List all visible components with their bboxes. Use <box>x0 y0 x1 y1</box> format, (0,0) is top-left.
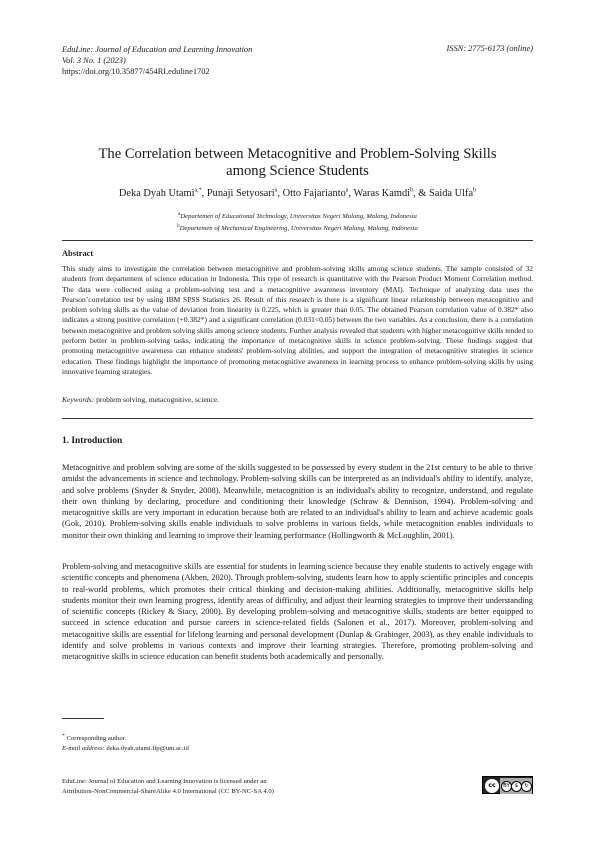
author-list <box>62 188 533 199</box>
cc-license-badge[interactable] <box>482 776 533 794</box>
issn: ISSN: 2775-6173 (online) <box>446 44 533 53</box>
journal-header <box>62 44 252 78</box>
footnote-corresponding: * Corresponding author. <box>62 733 127 743</box>
noncommercial-icon: $ <box>511 781 522 792</box>
footnote-divider <box>62 718 104 719</box>
doi-link[interactable]: https://doi.org/10.35877/454RI.eduline1702 <box>62 67 210 77</box>
author: Punaji Setyosari$^a$, <box>206 188 283 200</box>
abstract-heading: Abstract <box>62 249 94 258</box>
affiliations <box>62 210 533 233</box>
author: Saida Ulfa$^b$ <box>428 188 477 200</box>
author: Otto Fajarianto$^a$, <box>282 188 354 200</box>
abstract-text: This study aims to investigate the correlation between metacognitive and problem-solving skills among science students. The sample consisted of 32 students from departement of science education in Indonesia. This type of research is quantitative with the Pearson Product Moment Correlation method. The data were collected using a problem-solving test and a metacognitive awareness inventory (MAI). Technique of analyzing data uses the Pearson’correlation test by using IBM SPSS Statistics 26. Result of this research is there is a significant linear relationship between metacognitive and problem solving skills as the value of deviation from linearity is 0.225, which is greater than 0.05. The obtained Pearson correlation value of 0.382* also indicates a strong positive correlation (+0.382*) and a significant correlation (0.031<0.05) between the two variables. As a conclusion, there is a correlation between metacognitive and problem solving skills among science students. Further analysis revealed that students with higher metacognitive skills tended to perform better in problem-solving tasks, indicating the importance of metacognitive skills in science problem-solving. These findings suggest that promoting metacognitive awareness can enhance students' problem-solving abilities, and support the integration of metacognitive strategies in science education. These findings highlight the importance of promoting metacognitive awareness in learning process to enhance problem-solving skills by using innovative learning strategies. <box>62 264 533 376</box>
keywords <box>62 395 219 404</box>
journal-name: EduLine: Journal of Education and Learning Innovation <box>62 45 253 54</box>
divider <box>62 240 533 241</box>
section-heading: 1. Introduction <box>62 436 123 446</box>
attribution-icon: BY <box>501 781 512 792</box>
keywords-value: problem solving, metacognitive, science. <box>96 395 219 404</box>
creative-commons-icon: cc <box>485 779 499 793</box>
paragraph: Metacognitive and problem solving are some of the skills suggested to be possessed by every student in the 21st century to be able to thrive amidst the advancements in science and technology. Problem-solving skills can be interpreted as an individual's ability to identify, analyze, and solve problems (Snyder & Snyder, 2008). Meanwhile, metacognition is an individual's ability to recognize, understand, and regulate their own thinking by declaring, procedure and conditioning their knowledge (Schraw & Dennison, 1994). Problem-solving and metacognitive skills are very important in education because both are related to an individual's ability to learn and achieve academic goals (Gok, 2010). Problem-solving skills enable individuals to solve problems in various fields, while metacognition enables individuals to monitor their own thinking and learning to improve their learning performance (Hollingworth & McLoughlin, 2001). <box>62 463 533 540</box>
author: Deka Dyah Utami$^{a,*}$, <box>118 188 207 200</box>
paragraph: Problem-solving and metacognitive skills are essential for students in learning science because they enable students to actively engage with scientific concepts and phenomena (Akben, 2020). Through problem-solving, students learn how to apply scientific principles and concepts to real-world problems, which promotes their critical thinking and decision-making abilities. Additionally, metacognitive skills help students monitor their own learning progress, identify areas of difficulty, and adjust their learning strategies to improve their understanding of scientific concepts (Rickey & Stacy, 2000). By developing problem-solving and metacognitive skills, students are better equipped to succeed in science education and pursue careers in science-related fields (Salonen et al., 2017). Moreover, problem-solving and metacognitive skills are essential for lifelong learning and personal development (Dunlap & Grabinger, 2003), as they enable individuals to identify and solve problems in various contexts and improve their learning strategies. Therefore, promoting problem-solving and metacognitive skills in science education can benefit students both academically and personally. <box>62 562 533 662</box>
affiliation: $^b$Departemen of Mechanical Engineering, Universitas Negeri Malang, Malang, Indonesia <box>177 223 418 232</box>
title-line: The Correlation between Metacognitive and Problem-Solving Skills <box>98 146 497 162</box>
license-terms <box>500 778 532 794</box>
email-link[interactable]: deka.dyah.utami.fip@um.ac.id <box>106 745 189 752</box>
footnote-email: E-mail address: deka.dyah.utami.fip@um.ac.id <box>62 745 189 752</box>
article-title <box>62 146 533 181</box>
license-statement: EduLine: Journal of Education and Learning Innovation is licensed under an Attribution-NonCommercial-ShareAlike 4.0 International (CC BY-NC-SA 4.0) <box>62 778 274 795</box>
title-line: among Science Students <box>226 163 369 180</box>
author: Waras Kamdi$^b$, & <box>353 188 429 200</box>
affiliation: $^a$Departemen of Educational Technology, Universitas Negeri Malang, Malang, Indonesia <box>178 212 417 221</box>
divider <box>62 418 533 419</box>
journal-volume: Vol. 3 No. 1 (2023) <box>62 56 126 66</box>
keywords-label: Keywords: <box>62 395 95 404</box>
sharealike-icon: ↻ <box>521 781 532 792</box>
